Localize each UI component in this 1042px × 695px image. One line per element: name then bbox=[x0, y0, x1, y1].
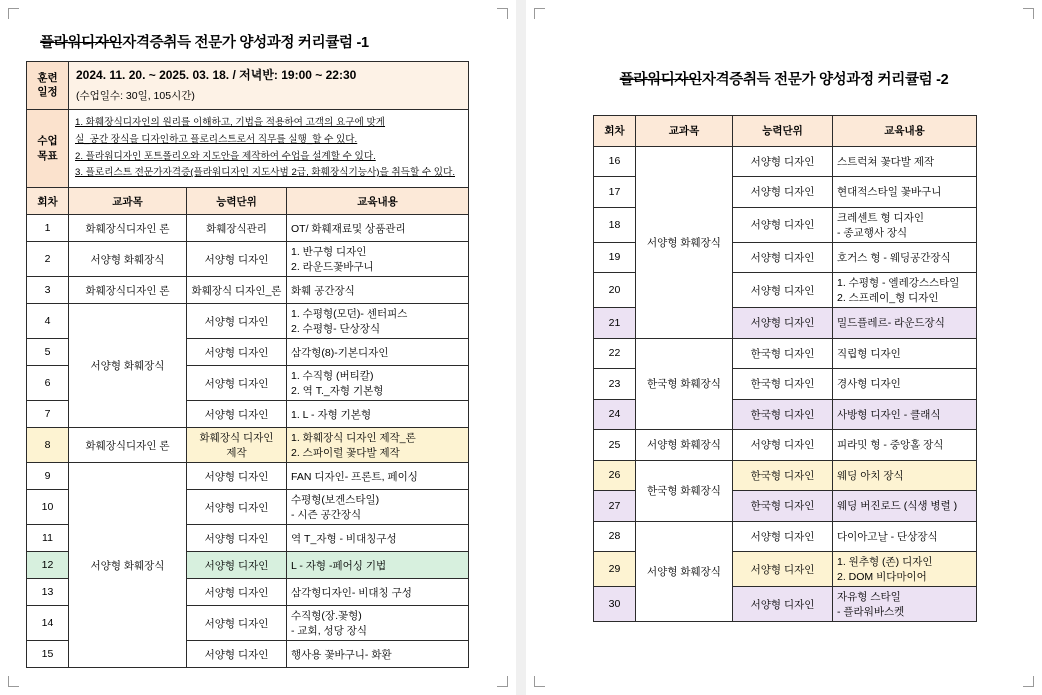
goal-item: 3. 플로리스트 전문가자격증(플라워디자인 지도사범 2급, 화훼장식기능사)을 취득할 수 있다. bbox=[75, 167, 456, 179]
cell-session: 18 bbox=[594, 207, 636, 242]
cell-session: 17 bbox=[594, 177, 636, 208]
cell-content: 다이아고날 - 단상장식 bbox=[833, 521, 977, 552]
cell-unit: 서양형 디자인 bbox=[187, 339, 287, 366]
cell-unit: 한국형 디자인 bbox=[733, 460, 833, 491]
cell-content: FAN 디자인- 프론트, 페이싱 bbox=[287, 463, 469, 490]
cell-content: 1. 화훼장식 디자인 제작_론 2. 스파이럴 꽃다발 제작 bbox=[287, 428, 469, 463]
crop-mark-bottom-right bbox=[1023, 676, 1034, 687]
cell-content: 스트럭쳐 꽃다발 제작 bbox=[833, 146, 977, 177]
cell-unit: 화훼장식 디자인_론 bbox=[187, 277, 287, 304]
table-row bbox=[594, 460, 977, 491]
cell-session: 8 bbox=[27, 428, 69, 463]
cell-unit: 서양형 디자인 bbox=[733, 177, 833, 208]
cell-unit: 서양형 디자인 bbox=[187, 579, 287, 606]
cell-unit: 서양형 디자인 bbox=[733, 587, 833, 622]
cell-content: 수직형(장.꽃형) - 교회, 성당 장식 bbox=[287, 606, 469, 641]
cell-content: 크레센트 형 디자인 - 종교행사 장식 bbox=[833, 207, 977, 242]
cell-unit: 한국형 디자인 bbox=[733, 399, 833, 430]
cell-content: 직립형 디자인 bbox=[833, 338, 977, 369]
column-header-content: 교육내용 bbox=[287, 188, 469, 215]
table-row bbox=[27, 215, 469, 242]
cell-content: 1. 반구형 디자인 2. 라운드꽃바구니 bbox=[287, 242, 469, 277]
goal-item: 2. 플라워디자인 포트폴리오와 지도안을 제작하여 수업을 설계할 수 있다. bbox=[75, 150, 376, 162]
cell-subject: 한국형 화훼장식 bbox=[636, 338, 733, 430]
cell-subject: 서양형 화훼장식 bbox=[636, 146, 733, 338]
schedule-label: 훈련 일정 bbox=[27, 62, 69, 110]
curriculum-table-page-1 bbox=[26, 61, 469, 668]
table-header-row bbox=[27, 188, 469, 215]
cell-session: 24 bbox=[594, 399, 636, 430]
cell-content: 경사형 디자인 bbox=[833, 369, 977, 400]
cell-session: 7 bbox=[27, 401, 69, 428]
cell-content: 사방형 디자인 - 클래식 bbox=[833, 399, 977, 430]
cell-unit: 서양형 디자인 bbox=[187, 490, 287, 525]
curriculum-rows-page-1 bbox=[27, 215, 469, 668]
cell-session: 29 bbox=[594, 552, 636, 587]
cell-content: 행사용 꽃바구니- 화환 bbox=[287, 641, 469, 668]
schedule-hours: (수업일수: 30일, 105시간) bbox=[76, 90, 195, 103]
curriculum-rows-page-2 bbox=[594, 146, 977, 622]
cell-unit: 서양형 디자인 bbox=[733, 521, 833, 552]
cell-subject: 화훼장식디자인 론 bbox=[69, 215, 187, 242]
column-header-subject: 교과목 bbox=[636, 116, 733, 147]
cell-content: 1. 수평형 - 엘레강스스타일 2. 스프레이_형 디자인 bbox=[833, 273, 977, 308]
cell-session: 11 bbox=[27, 525, 69, 552]
cell-content: 현대적스타일 꽃바구니 bbox=[833, 177, 977, 208]
goal-label: 수업 목표 bbox=[27, 109, 69, 187]
cell-session: 14 bbox=[27, 606, 69, 641]
table-row bbox=[27, 304, 469, 339]
column-header-subject: 교과목 bbox=[69, 188, 187, 215]
cell-content: 밀드플레르- 라운드장식 bbox=[833, 308, 977, 339]
table-row bbox=[594, 338, 977, 369]
table-row bbox=[27, 242, 469, 277]
cell-session: 22 bbox=[594, 338, 636, 369]
goal-item: 1. 화훼장식디자인의 원리를 이해하고, 기법을 적용하여 고객의 요구에 맞게 bbox=[75, 116, 386, 128]
crop-mark-bottom-left bbox=[534, 676, 545, 687]
cell-content: 수평형(보겐스타일) - 시즌 공간장식 bbox=[287, 490, 469, 525]
crop-mark-top-right bbox=[497, 8, 508, 19]
column-header-session: 회차 bbox=[594, 116, 636, 147]
crop-mark-top-right bbox=[1023, 8, 1034, 19]
cell-subject: 화훼장식디자인 론 bbox=[69, 277, 187, 304]
cell-content: 삼각형(8)-기본디자인 bbox=[287, 339, 469, 366]
cell-session: 10 bbox=[27, 490, 69, 525]
cell-unit: 서양형 디자인 bbox=[187, 304, 287, 339]
cell-unit: 서양형 디자인 bbox=[187, 463, 287, 490]
cell-session: 20 bbox=[594, 273, 636, 308]
cell-content: 피라밋 형 - 중앙홀 장식 bbox=[833, 430, 977, 461]
cell-unit: 서양형 디자인 bbox=[733, 308, 833, 339]
crop-mark-bottom-right bbox=[497, 676, 508, 687]
cell-unit: 서양형 디자인 bbox=[187, 641, 287, 668]
table-row bbox=[594, 521, 977, 552]
cell-session: 12 bbox=[27, 552, 69, 579]
cell-content: OT/ 화훼재료및 상품관리 bbox=[287, 215, 469, 242]
cell-subject: 서양형 화훼장식 bbox=[69, 304, 187, 428]
goal-item: 실_공간 장식을 디자인하고 플로리스트로서 직무를 실행_할 수 있다. bbox=[75, 133, 358, 145]
cell-unit: 한국형 디자인 bbox=[733, 369, 833, 400]
cell-session: 3 bbox=[27, 277, 69, 304]
cell-unit: 서양형 디자인 bbox=[733, 242, 833, 273]
cell-content: 화훼 공간장식 bbox=[287, 277, 469, 304]
cell-unit: 한국형 디자인 bbox=[733, 491, 833, 522]
page-gutter bbox=[516, 0, 526, 695]
page-2 bbox=[526, 0, 1042, 695]
cell-subject: 서양형 화훼장식 bbox=[69, 463, 187, 668]
cell-content: 1. 수평형(모던)- 센터피스 2. 수평형- 단상장식 bbox=[287, 304, 469, 339]
goal-list bbox=[69, 109, 469, 187]
cell-unit: 서양형 디자인 bbox=[733, 273, 833, 308]
goal-row bbox=[27, 109, 469, 187]
cell-session: 25 bbox=[594, 430, 636, 461]
crop-mark-top-left bbox=[534, 8, 545, 19]
column-header-unit: 능력단위 bbox=[733, 116, 833, 147]
page-1-title-main: 자격증취득 전문가 양성과정 커리큘럼 -1 bbox=[122, 35, 369, 51]
curriculum-table-page-2 bbox=[593, 115, 977, 622]
cell-unit: 서양형 디자인 bbox=[187, 242, 287, 277]
cell-session: 28 bbox=[594, 521, 636, 552]
cell-session: 2 bbox=[27, 242, 69, 277]
page-2-title-main: 자격증취득 전문가 양성과정 커리큘럼 -2 bbox=[701, 72, 949, 88]
cell-unit: 서양형 디자인 bbox=[733, 552, 833, 587]
page-1-title bbox=[0, 31, 516, 52]
crop-mark-top-left bbox=[8, 8, 19, 19]
cell-subject: 서양형 화훼장식 bbox=[636, 521, 733, 622]
cell-session: 15 bbox=[27, 641, 69, 668]
crop-mark-bottom-left bbox=[8, 676, 19, 687]
schedule-value bbox=[69, 62, 469, 110]
cell-session: 9 bbox=[27, 463, 69, 490]
schedule-row bbox=[27, 62, 469, 110]
cell-session: 13 bbox=[27, 579, 69, 606]
cell-session: 19 bbox=[594, 242, 636, 273]
table-row bbox=[594, 146, 977, 177]
cell-unit: 한국형 디자인 bbox=[733, 338, 833, 369]
cell-session: 4 bbox=[27, 304, 69, 339]
page-2-title bbox=[526, 68, 1042, 89]
page-1 bbox=[0, 0, 516, 695]
cell-subject: 한국형 화훼장식 bbox=[636, 460, 733, 521]
cell-content: 웨딩 버진로드 (식생 병렬 ) bbox=[833, 491, 977, 522]
table-row bbox=[594, 430, 977, 461]
cell-unit: 서양형 디자인 bbox=[187, 366, 287, 401]
cell-unit: 화훼장식 디자인 제작 bbox=[187, 428, 287, 463]
page-2-title-prefix: 플라워디자인 bbox=[619, 72, 702, 88]
cell-session: 23 bbox=[594, 369, 636, 400]
cell-session: 16 bbox=[594, 146, 636, 177]
cell-subject: 서양형 화훼장식 bbox=[69, 242, 187, 277]
cell-unit: 서양형 디자인 bbox=[733, 207, 833, 242]
cell-unit: 서양형 디자인 bbox=[733, 430, 833, 461]
cell-content: 삼각형디자인- 비대칭 구성 bbox=[287, 579, 469, 606]
column-header-unit: 능력단위 bbox=[187, 188, 287, 215]
table-header-row bbox=[594, 116, 977, 147]
cell-session: 5 bbox=[27, 339, 69, 366]
cell-session: 1 bbox=[27, 215, 69, 242]
cell-session: 26 bbox=[594, 460, 636, 491]
cell-unit: 서양형 디자인 bbox=[733, 146, 833, 177]
schedule-period: 2024. 11. 20. ~ 2025. 03. 18. / 저녁반: 19:00 ~ 22:30 bbox=[76, 68, 357, 82]
cell-content: L - 자형 -페어싱 기법 bbox=[287, 552, 469, 579]
table-row bbox=[27, 277, 469, 304]
cell-unit: 서양형 디자인 bbox=[187, 606, 287, 641]
table-row bbox=[27, 463, 469, 490]
cell-session: 6 bbox=[27, 366, 69, 401]
cell-session: 21 bbox=[594, 308, 636, 339]
cell-session: 27 bbox=[594, 491, 636, 522]
cell-unit: 화훼장식관리 bbox=[187, 215, 287, 242]
cell-unit: 서양형 디자인 bbox=[187, 525, 287, 552]
cell-unit: 서양형 디자인 bbox=[187, 401, 287, 428]
cell-content: 웨딩 아치 장식 bbox=[833, 460, 977, 491]
cell-content: 1. L - 자형 기본형 bbox=[287, 401, 469, 428]
cell-content: 호거스 형 - 웨딩공간장식 bbox=[833, 242, 977, 273]
cell-content: 역 T_자형 - 비대칭구성 bbox=[287, 525, 469, 552]
table-row bbox=[27, 428, 469, 463]
cell-content: 1. 수직형 (버티칼) 2. 역 T._자형 기본형 bbox=[287, 366, 469, 401]
cell-unit: 서양형 디자인 bbox=[187, 552, 287, 579]
cell-session: 30 bbox=[594, 587, 636, 622]
cell-content: 자유형 스타일 - 플라워바스켓 bbox=[833, 587, 977, 622]
page-1-title-prefix: 플라워디자인 bbox=[40, 35, 123, 51]
column-header-session: 회차 bbox=[27, 188, 69, 215]
cell-subject: 화훼장식디자인 론 bbox=[69, 428, 187, 463]
column-header-content: 교육내용 bbox=[833, 116, 977, 147]
cell-content: 1. 원추형 (존) 디자인 2. DOM 비다마이어 bbox=[833, 552, 977, 587]
cell-subject: 서양형 화훼장식 bbox=[636, 430, 733, 461]
